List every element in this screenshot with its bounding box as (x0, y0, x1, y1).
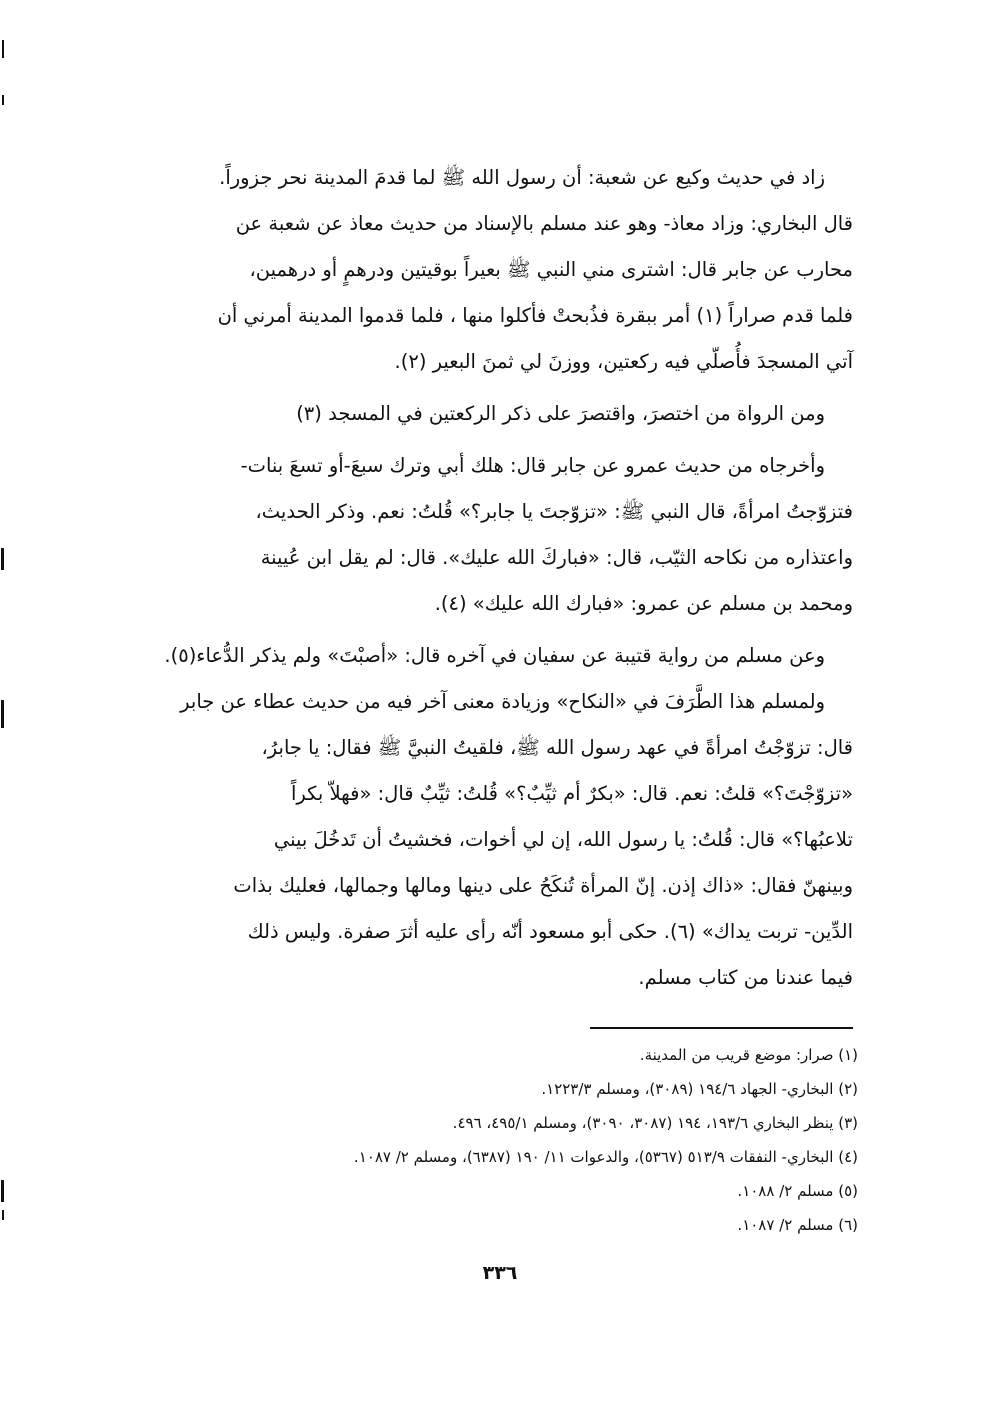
scan-edge-mark (2, 40, 4, 58)
text-line: فتزوّجتُ امرأةً، قال النبي ﷺ: «تزوّجتَ يا جابر؟» قُلتُ: نعم. وذكر الحديث، (255, 500, 853, 523)
text-line: فيما عندنا من كتاب مسلم. (638, 966, 853, 989)
paragraph-2 (108, 391, 853, 437)
paragraph-3 (108, 443, 853, 627)
text-line: وبينهنّ فقال: «ذاك إذن. إنّ المرأة تُنكَحُ على دينها ومالها وجمالها، فعليك بذات (233, 874, 853, 897)
scan-edge-mark (2, 1210, 4, 1220)
text-line: واعتذاره من نكاحه الثيّب، قال: «فباركَ الله عليك». قال: لم يقل ابن عُيينة (260, 546, 853, 569)
footnote: (٦) مسلم ٢/ ١٠٨٧. (737, 1216, 858, 1234)
paragraph-4 (108, 633, 853, 1001)
text-line: تلاعبُها؟» قال: قُلتُ: يا رسول الله، إن لي أخوات، فخشيتُ أن تَدخُلَ بيني (273, 828, 853, 851)
footnote: (٥) مسلم ٢/ ١٠٨٨. (737, 1182, 858, 1200)
footnote: (٢) البخاري- الجهاد ١٩٤/٦ (٣٠٨٩)، ومسلم ١٢٢٣/٣. (541, 1080, 858, 1098)
text-line: قال: تزوّجْتُ امرأةً في عهد رسول الله ﷺ، فلقيتُ النبيَّ ﷺ فقال: يا جابرُ، (261, 736, 853, 759)
text-line: «تزوّجْتَ؟» قلتُ: نعم. قال: «بكرٌ أم ثيِّبٌ؟» قُلتُ: ثيِّبٌ قال: «فهلاّ بكراً (290, 782, 853, 805)
text-line: وعن مسلم من رواية قتيبة عن سفيان في آخره قال: «أصبْتَ» ولم يذكر الدُّعاء(٥). (164, 644, 825, 667)
paragraph-1 (108, 155, 853, 385)
text-line: زاد في حديث وكيع عن شعبة: أن رسول الله ﷺ لما قدمَ المدينة نحر جزوراً. (219, 166, 825, 189)
text-line: ومحمد بن مسلم عن عمرو: «فبارك الله عليك» (٤). (434, 592, 853, 615)
scan-edge-mark (2, 95, 4, 105)
main-text (108, 155, 853, 1001)
footnote-separator (590, 1027, 853, 1029)
text-line: وأخرجاه من حديث عمرو عن جابر قال: هلك أبي وترك سبعَ-أو تسعَ بنات- (240, 454, 825, 477)
footnotes (180, 1038, 858, 1242)
text-line: محارب عن جابر قال: اشترى مني النبي ﷺ بعيراً بوقيتين ودرهمٍ أو درهمين، (249, 258, 853, 281)
footnote: (٣) ينظر البخاري ١٩٣/٦، ١٩٤ (٣٠٨٧، ٣٠٩٠)، ومسلم ٤٩٥/١، ٤٩٦. (452, 1114, 858, 1132)
text-line: الدِّين- تربت يداك» (٦). حكى أبو مسعود أنّه رأى عليه أثرَ صفرة. وليس ذلك (247, 920, 853, 943)
text-line: فلما قدم صراراً (١) أمر ببقرة فذُبحتْ فأكلوا منها ، فلما قدموا المدينة أمرني أن (217, 304, 853, 327)
text-line: ولمسلم هذا الطَّرَفَ في «النكاح» وزيادة معنى آخر فيه من حديث عطاء عن جابر (180, 690, 825, 713)
scan-edge-mark (1, 700, 4, 728)
text-line: ومن الرواة من اختصرَ، واقتصرَ على ذكر الركعتين في المسجد (٣) (296, 402, 825, 425)
footnote: (٤) البخاري- النفقات ٥١٣/٩ (٥٣٦٧)، والدعوات ١١/ ١٩٠ (٦٣٨٧)، ومسلم ٢/ ١٠٨٧. (353, 1148, 858, 1166)
text-line: آتي المسجدَ فأُصلّي فيه ركعتين، ووزنَ لي ثمنَ البعير (٢). (394, 350, 853, 373)
scan-edge-mark (1, 1180, 4, 1202)
page-number: ٣٣٦ (482, 1262, 518, 1284)
scan-edge-mark (1, 548, 4, 570)
footnote: (١) صرار: موضع قريب من المدينة. (639, 1046, 858, 1064)
text-line: قال البخاري: وزاد معاذ- وهو عند مسلم بالإسناد من حديث معاذ عن شعبة عن (235, 212, 853, 235)
